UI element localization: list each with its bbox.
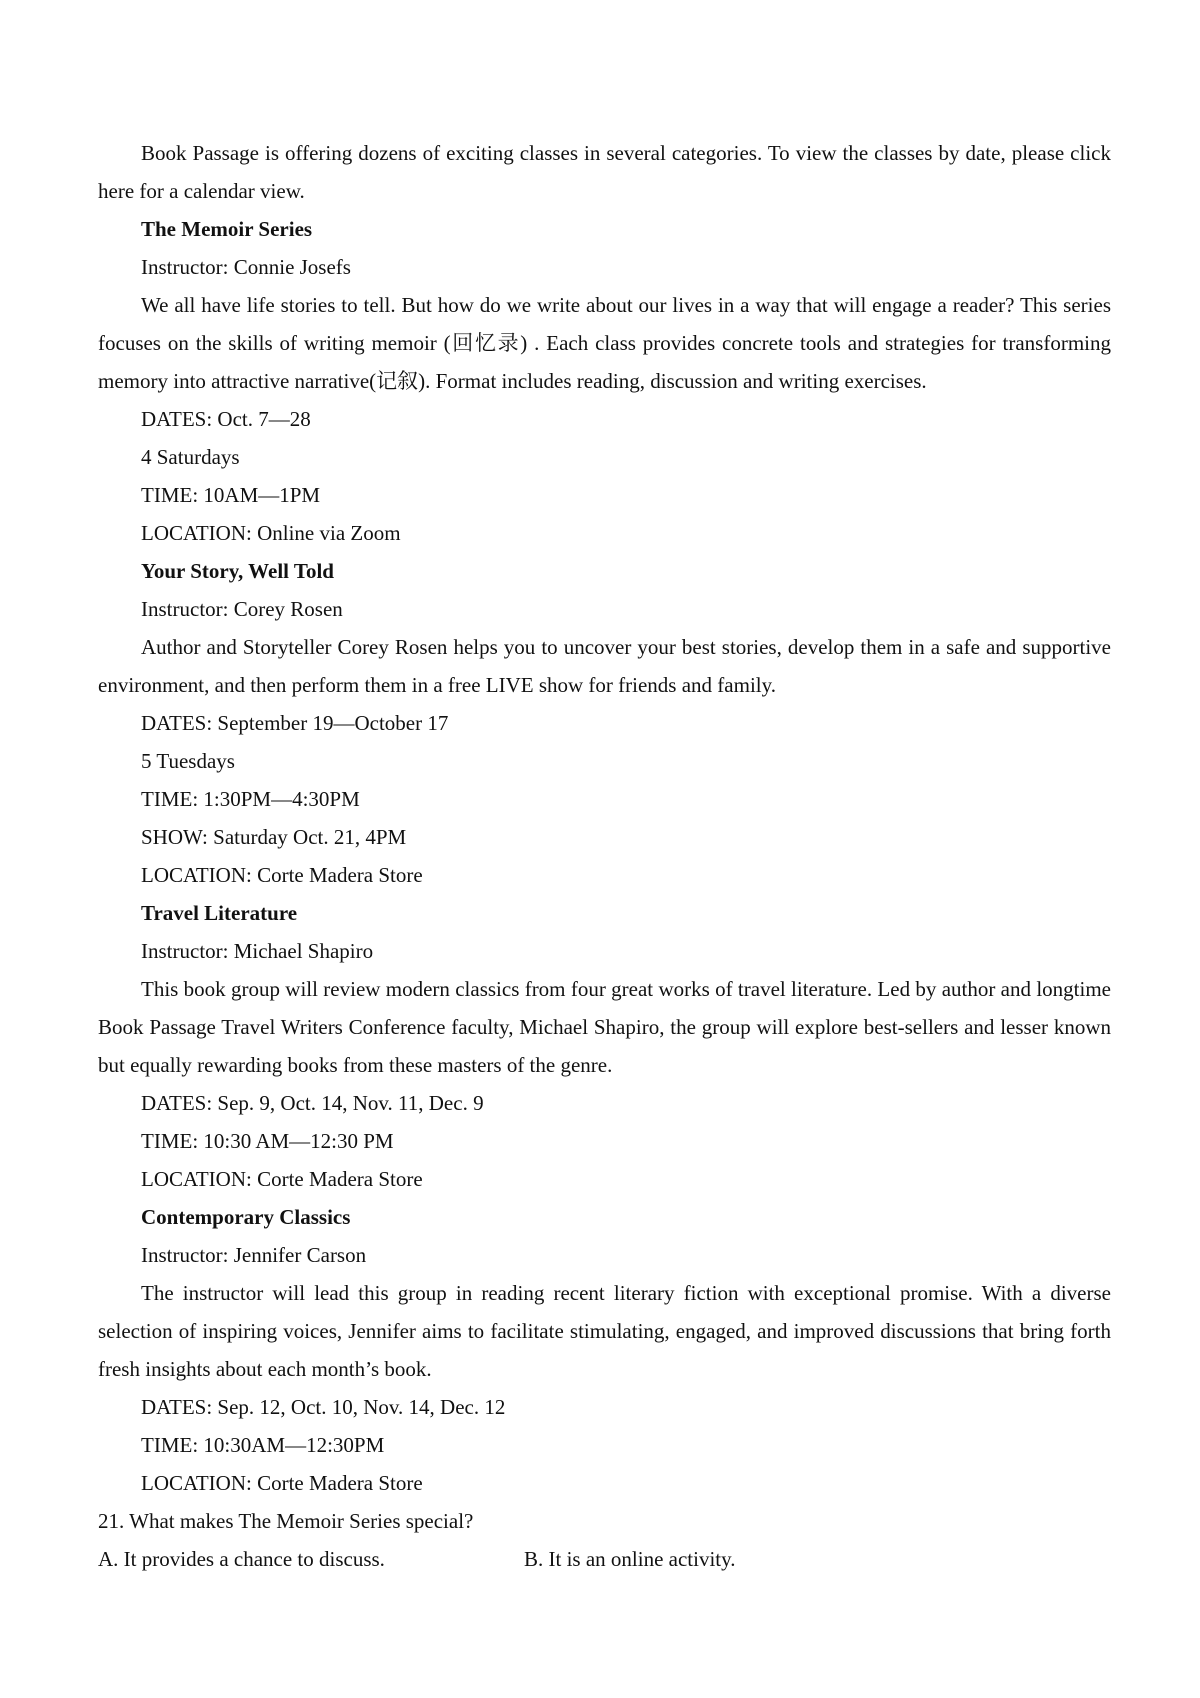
class-travel-literature — [98, 894, 1111, 1198]
option-b: B. It is an online activity. — [524, 1547, 736, 1571]
class-your-story — [98, 552, 1111, 894]
question-block — [98, 1502, 1111, 1578]
class-dates: DATES: Sep. 12, Oct. 10, Nov. 14, Dec. 12 — [141, 1395, 506, 1419]
class-dates: DATES: Sep. 9, Oct. 14, Nov. 11, Dec. 9 — [141, 1091, 484, 1115]
class-title: Your Story, Well Told — [141, 559, 334, 583]
class-location: LOCATION: Online via Zoom — [141, 521, 401, 545]
class-instructor: Instructor: Corey Rosen — [141, 597, 343, 621]
class-location: LOCATION: Corte Madera Store — [141, 1471, 423, 1495]
class-title: Travel Literature — [141, 901, 298, 925]
class-description: Author and Storyteller Corey Rosen helps you to uncover your best stories, develop them in a safe and supportive environment, and then perform them in a free LIVE show for friends and family. — [98, 635, 1111, 697]
option-a: A. It provides a chance to discuss. — [98, 1547, 385, 1571]
class-title: Contemporary Classics — [141, 1205, 351, 1229]
class-time: TIME: 1:30PM—4:30PM — [141, 787, 360, 811]
class-description: We all have life stories to tell. But how do we write about our lives in a way that will engage a reader? This series focuses on the skills of writing memoir (回忆录) . Each class provides concrete tools and strategies for transforming memory into attractive narrative(记叙). Format includes reading, discussion and writing exercises. — [98, 293, 1111, 393]
class-location: LOCATION: Corte Madera Store — [141, 1167, 423, 1191]
class-days: 4 Saturdays — [141, 445, 240, 469]
class-description: The instructor will lead this group in reading recent literary fiction with exceptional promise. With a diverse selection of inspiring voices, Jennifer aims to facilitate stimulating, engaged, and improved discussions that bring forth fresh insights about each month’s book. — [98, 1281, 1111, 1381]
class-time: TIME: 10AM—1PM — [141, 483, 321, 507]
class-title: The Memoir Series — [141, 217, 313, 241]
intro-paragraph: Book Passage is offering dozens of exciting classes in several categories. To view the classes by date, please click here for a calendar view. — [98, 141, 1111, 203]
question-stem: 21. What makes The Memoir Series special? — [98, 1509, 474, 1533]
class-description: This book group will review modern classics from four great works of travel literature. Led by author and longtime Book Passage Travel Writers Conference faculty, Michael Shapiro, the group will explore best-sellers and lesser known but equally rewarding books from these masters of the genre. — [98, 977, 1111, 1077]
class-memoir-series — [98, 210, 1111, 552]
class-instructor: Instructor: Jennifer Carson — [141, 1243, 367, 1267]
class-contemporary-classics — [98, 1198, 1111, 1502]
class-show: SHOW: Saturday Oct. 21, 4PM — [141, 825, 407, 849]
class-dates: DATES: September 19—October 17 — [141, 711, 449, 735]
class-days: 5 Tuesdays — [141, 749, 235, 773]
class-instructor: Instructor: Michael Shapiro — [141, 939, 374, 963]
answer-options — [98, 1540, 1111, 1578]
class-time: TIME: 10:30AM—12:30PM — [141, 1433, 385, 1457]
class-location: LOCATION: Corte Madera Store — [141, 863, 423, 887]
class-time: TIME: 10:30 AM—12:30 PM — [141, 1129, 394, 1153]
class-instructor: Instructor: Connie Josefs — [141, 255, 351, 279]
class-dates: DATES: Oct. 7—28 — [141, 407, 311, 431]
